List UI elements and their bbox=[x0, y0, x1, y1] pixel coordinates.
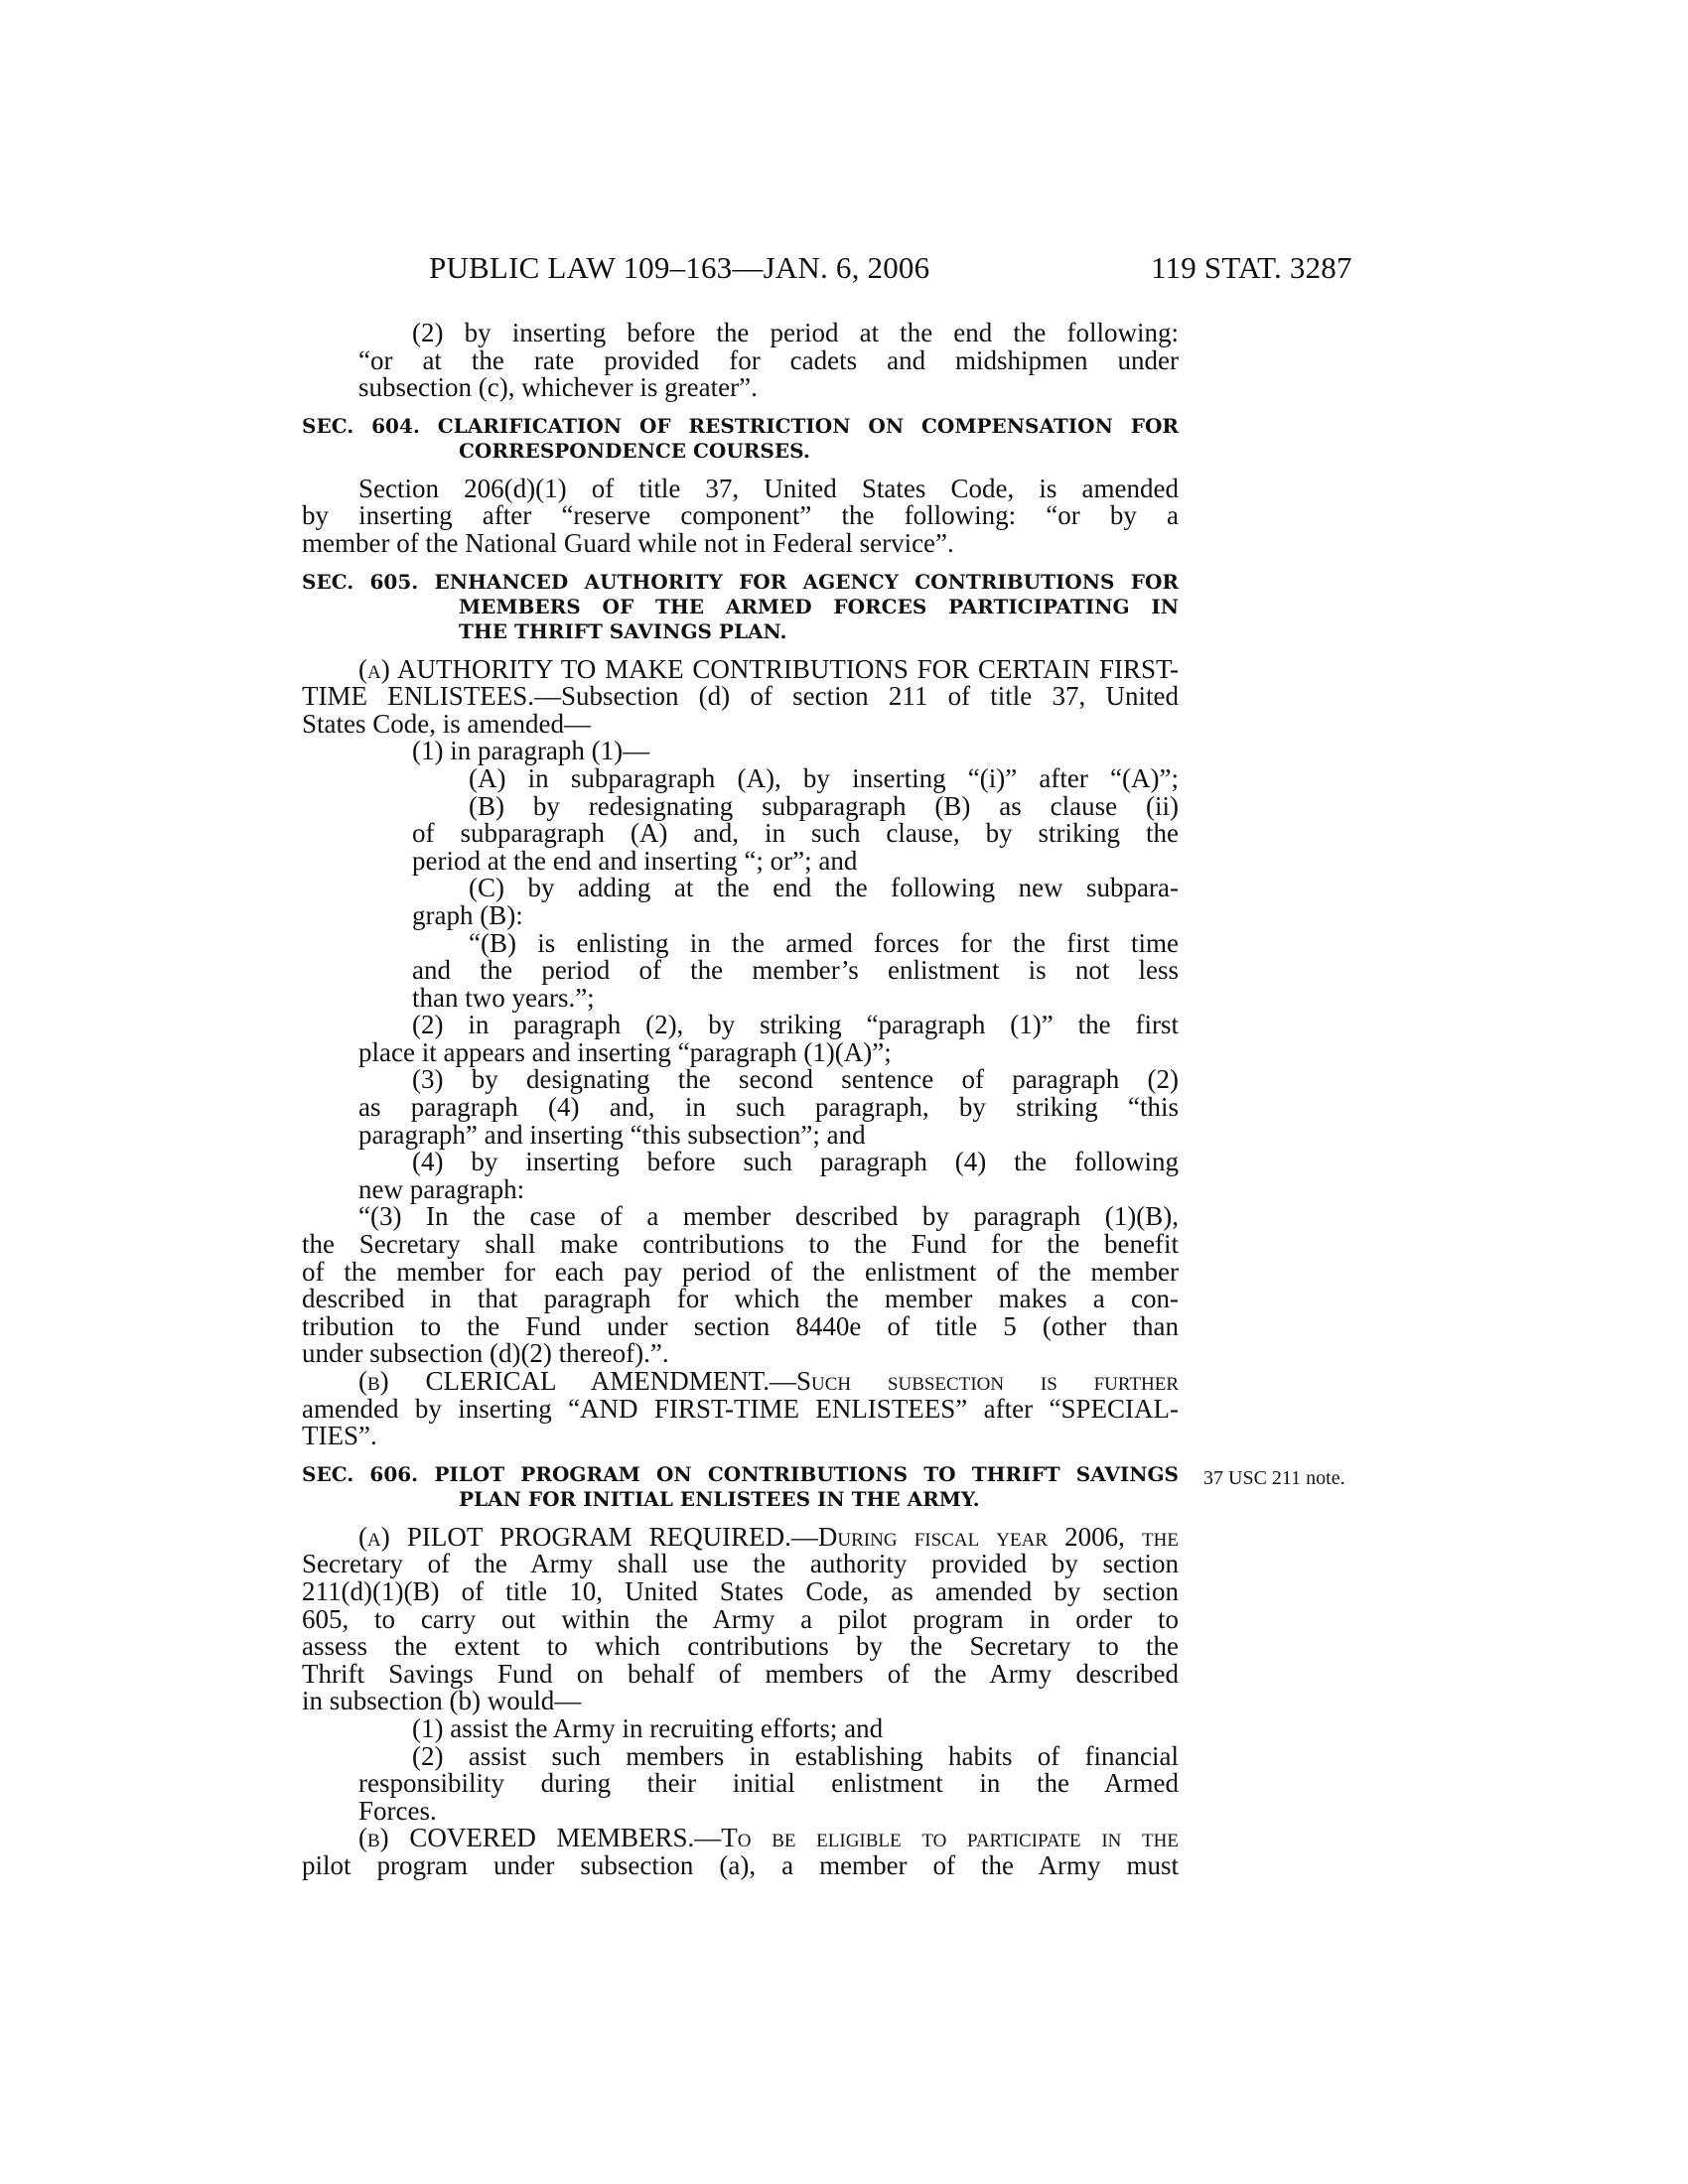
text-line: tribution to the Fund under section 8440e of title 5 (other than bbox=[302, 1310, 1179, 1341]
text-line: in subsection (b) would— bbox=[302, 1686, 582, 1716]
text-line: Secretary of the Army shall use the authority provided by section bbox=[302, 1549, 1179, 1579]
text-line: 605, to carry out within the Army a pilot program in order to bbox=[302, 1603, 1179, 1634]
text-line: (1) assist the Army in recruiting efforts; and bbox=[412, 1712, 884, 1743]
text-line: (2) assist such members in establishing habits of financial bbox=[412, 1740, 1179, 1771]
section-heading-line: CORRESPONDENCE COURSES. bbox=[459, 438, 810, 463]
running-header-title: PUBLIC LAW 109–163—JAN. 6, 2006 bbox=[429, 250, 930, 285]
text-line: (2) by inserting before the period at the end the following: bbox=[412, 318, 1179, 347]
text-line: pilot program under subsection (a), a member of the Army must bbox=[302, 1849, 1179, 1880]
text-line: new paragraph: bbox=[358, 1173, 525, 1204]
text-line: than two years.”; bbox=[412, 982, 595, 1013]
text-line: “(B) is enlisting in the armed forces for the first time bbox=[469, 927, 1179, 958]
text-line: under subsection (d)(2) thereof).”. bbox=[302, 1338, 669, 1369]
text-line: (A) in subparagraph (A), by inserting “(i)” after “(A)”; bbox=[469, 762, 1179, 793]
text-line: of the member for each pay period of the enlistment of the member bbox=[302, 1256, 1179, 1287]
text-line: responsibility during their initial enlistment in the Armed bbox=[358, 1768, 1179, 1799]
section-heading-line: THE THRIFT SAVINGS PLAN. bbox=[459, 618, 787, 643]
text-line: TIES”. bbox=[302, 1421, 377, 1451]
text-line: amended by inserting “AND FIRST-TIME ENLISTEES” after “SPECIAL- bbox=[302, 1393, 1179, 1424]
text-line: 211(d)(1)(B) of title 10, United States Code, as amended by section bbox=[302, 1575, 1179, 1606]
text-line: and the period of the member’s enlistment is not less bbox=[412, 955, 1179, 986]
section-heading-line: SEC. 606. PILOT PROGRAM ON CONTRIBUTIONS TO THRIFT SAVINGS bbox=[302, 1461, 1179, 1486]
text-line: Thrift Savings Fund on behalf of members of the Army described bbox=[302, 1658, 1179, 1689]
text-line: (4) by inserting before such paragraph (4) the following bbox=[412, 1147, 1179, 1177]
text-line: as paragraph (4) and, in such paragraph, by striking “this bbox=[358, 1092, 1179, 1123]
section-606-heading bbox=[302, 1462, 1179, 1512]
text-line: (B) by redesignating subparagraph (B) as clause (ii) bbox=[469, 790, 1179, 821]
text-line: (1) in paragraph (1)— bbox=[412, 736, 650, 766]
text-line: graph (B): bbox=[412, 899, 523, 930]
text-line: (C) by adding at the end the following new subpara- bbox=[469, 873, 1179, 903]
text-line: described in that paragraph for which the member makes a con- bbox=[302, 1284, 1179, 1314]
margin-note: 37 USC 211 note. bbox=[1203, 1467, 1345, 1489]
text-line: TIME ENLISTEES.—Subsection (d) of section 211 of title 37, United bbox=[302, 681, 1179, 712]
text-line: States Code, is amended— bbox=[302, 708, 591, 739]
text-line: (2) in paragraph (2), by striking “paragraph (1)” the first bbox=[412, 1010, 1179, 1040]
text-line: “(3) In the case of a member described by paragraph (1)(B), bbox=[358, 1201, 1179, 1232]
page-statute-citation: 119 STAT. 3287 bbox=[1151, 250, 1352, 285]
section-605-heading bbox=[302, 570, 1179, 644]
text-line: member of the National Guard while not in Federal service”. bbox=[302, 527, 954, 558]
text-line: (b) CLERICAL AMENDMENT.—Such subsection is further bbox=[358, 1366, 1179, 1396]
text-line: the Secretary shall make contributions to the Fund for the benefit bbox=[302, 1229, 1179, 1260]
section-heading-line: PLAN FOR INITIAL ENLISTEES IN THE ARMY. bbox=[459, 1486, 980, 1511]
text-line: subsection (c), whichever is greater”. bbox=[358, 372, 758, 403]
text-line: period at the end and inserting “; or”; and bbox=[412, 845, 858, 876]
text-line: (3) by designating the second sentence of paragraph (2) bbox=[412, 1064, 1179, 1095]
text-line: Forces. bbox=[358, 1795, 437, 1826]
document-body bbox=[302, 320, 1179, 1880]
text-line: Section 206(d)(1) of title 37, United States Code, is amended bbox=[358, 473, 1179, 503]
text-line: “or at the rate provided for cadets and midshipmen under bbox=[358, 344, 1179, 375]
text-line: paragraph” and inserting “this subsection”; and bbox=[358, 1119, 866, 1150]
text-line: (a) AUTHORITY TO MAKE CONTRIBUTIONS FOR CERTAIN FIRST- bbox=[358, 653, 1179, 684]
section-heading-line: MEMBERS OF THE ARMED FORCES PARTICIPATING IN bbox=[459, 594, 1179, 618]
text-line: assess the extent to which contributions by the Secretary to the bbox=[302, 1631, 1179, 1662]
text-line: by inserting after “reserve component” the following: “or by a bbox=[302, 500, 1179, 531]
text-line: of subparagraph (A) and, in such clause, by striking the bbox=[412, 818, 1179, 849]
text-line: (a) PILOT PROGRAM REQUIRED.—During fiscal year 2006, the bbox=[358, 1521, 1179, 1552]
text-line: place it appears and inserting “paragraph (1)(A)”; bbox=[358, 1036, 892, 1067]
section-604-heading bbox=[302, 414, 1179, 464]
text-line: (b) COVERED MEMBERS.—To be eligible to participate in the bbox=[358, 1823, 1179, 1853]
section-heading-line: SEC. 604. CLARIFICATION OF RESTRICTION ON COMPENSATION FOR bbox=[302, 413, 1179, 438]
section-heading-line: SEC. 605. ENHANCED AUTHORITY FOR AGENCY CONTRIBUTIONS FOR bbox=[302, 569, 1179, 594]
